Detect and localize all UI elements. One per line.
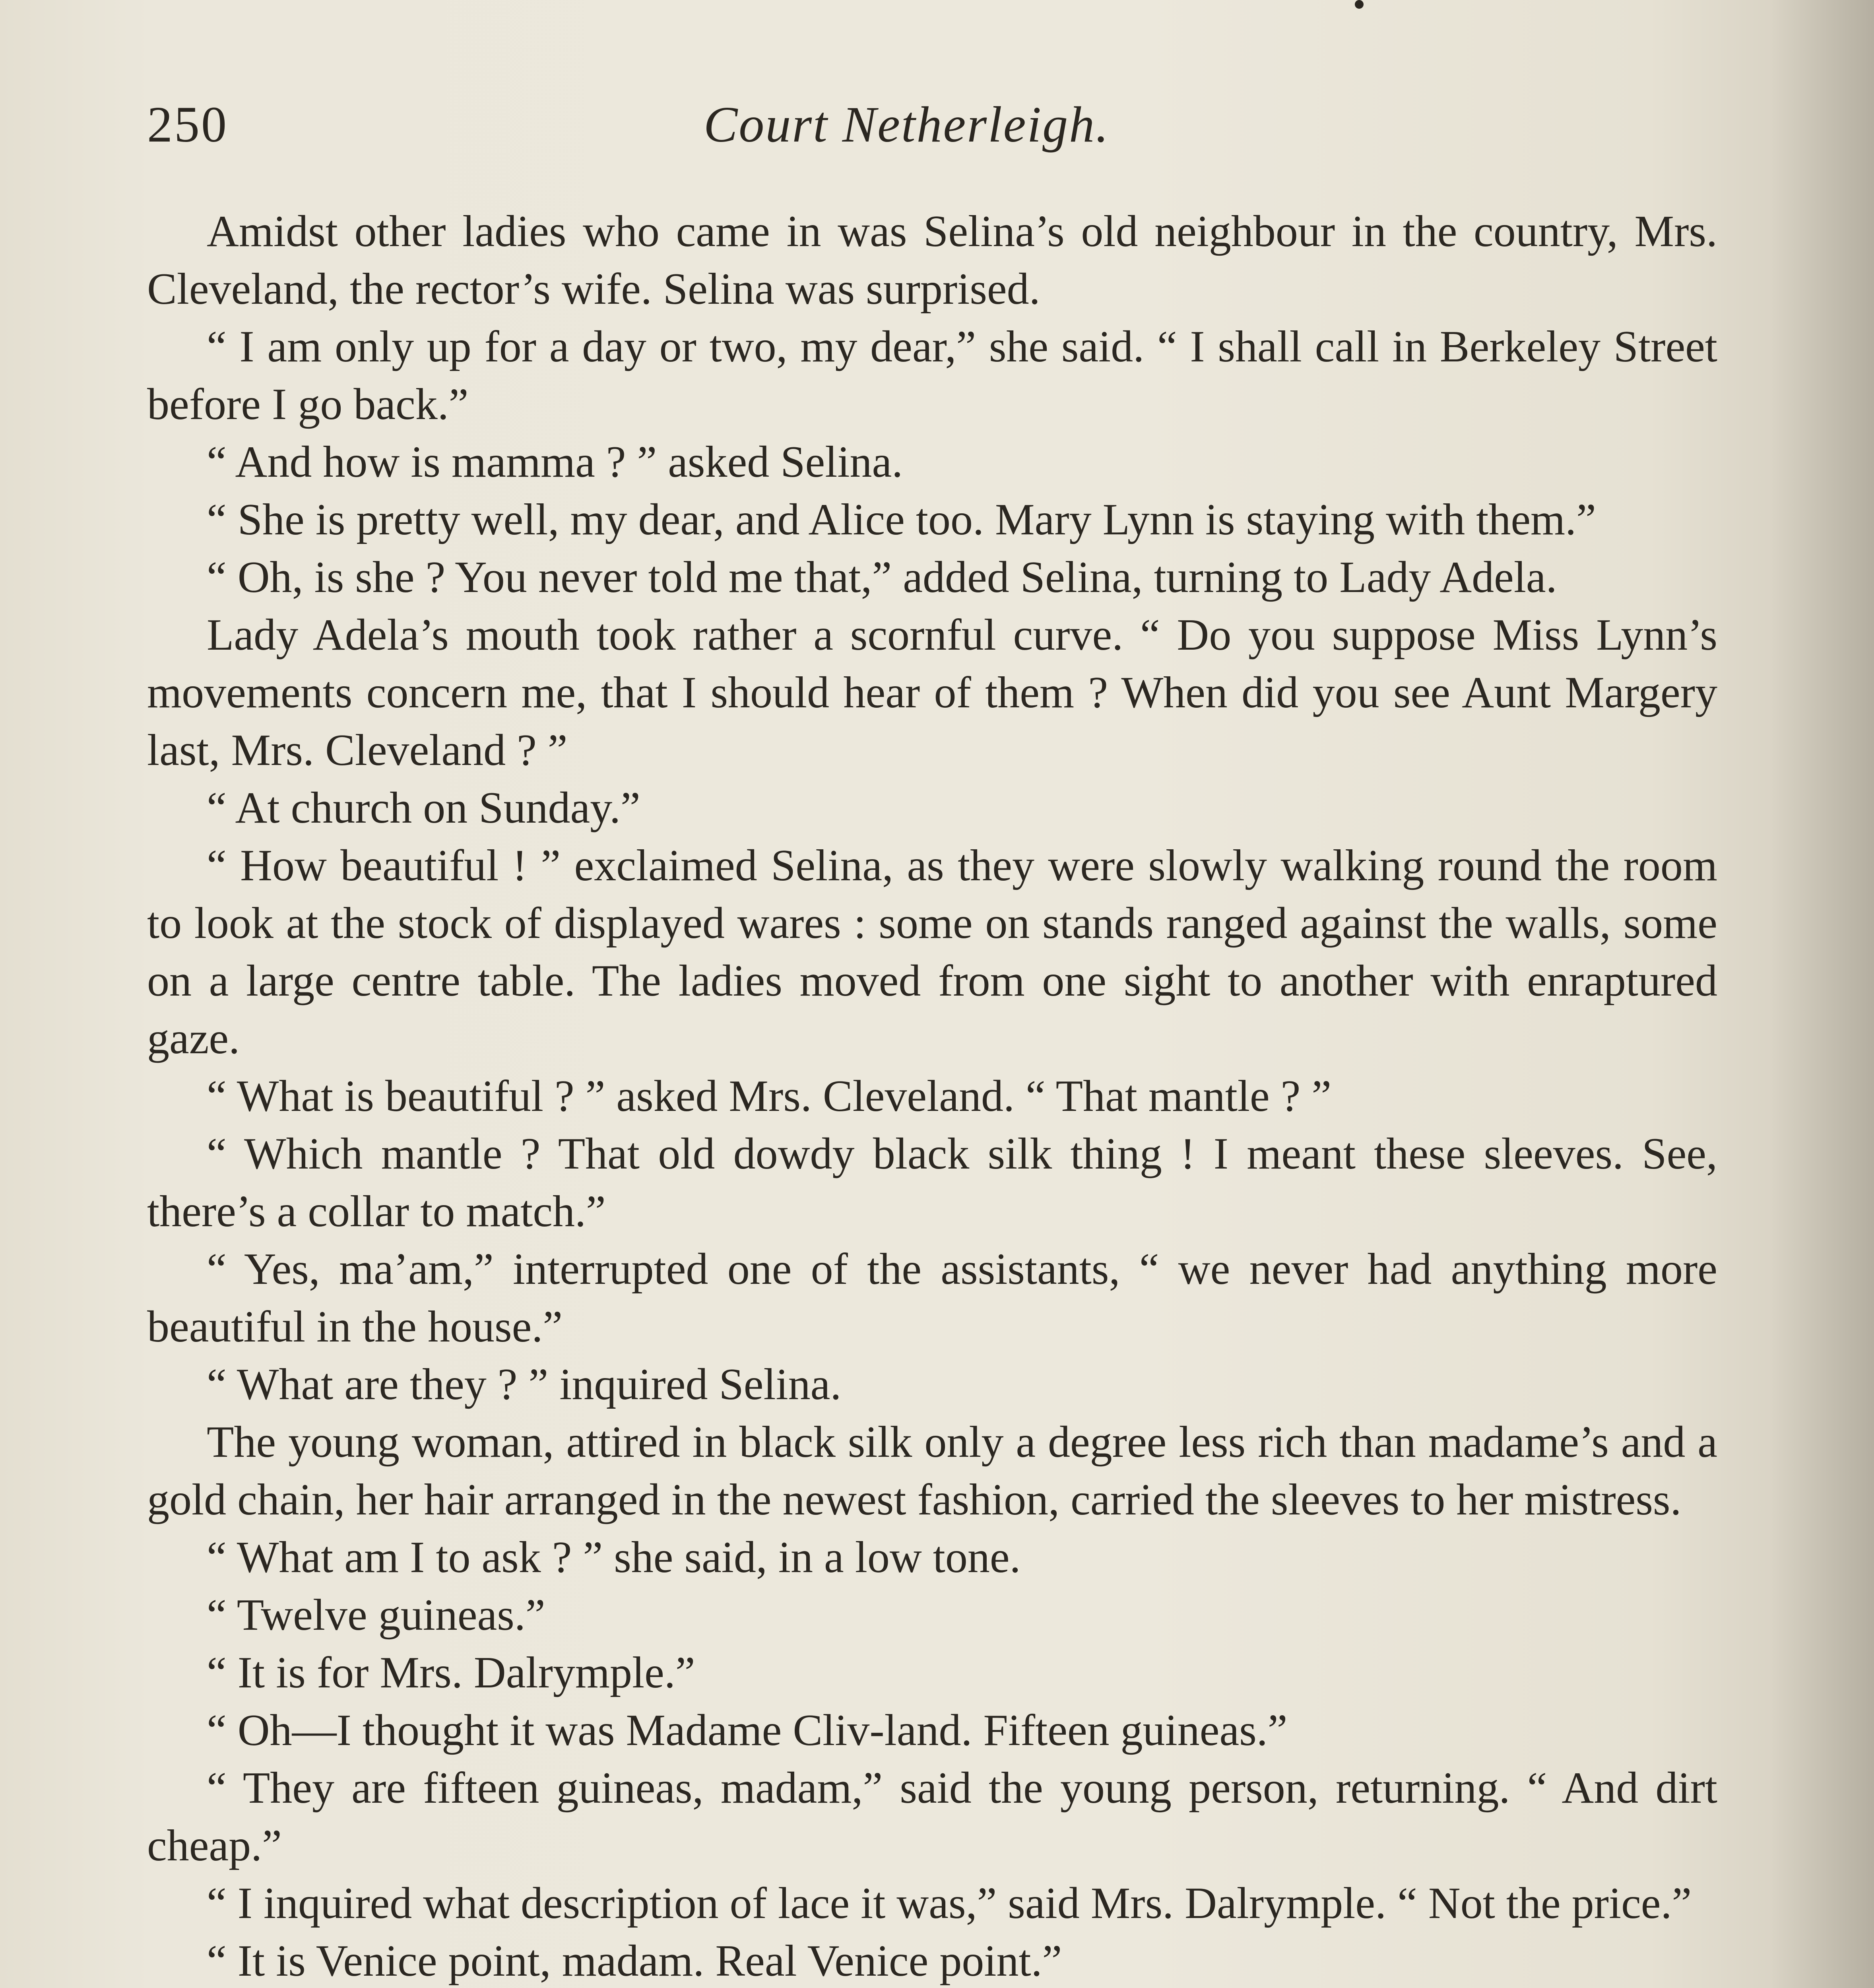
paragraph: “ It is Venice point, madam. Real Venice point.”	[207, 1936, 1062, 1986]
paragraph: “ At church on Sunday.”	[207, 783, 640, 833]
paragraph: “ Oh, is she ? You never told me that,” added Selina, turning to Lady Adela.	[207, 553, 1557, 602]
paragraph: “ Which mantle ? That old dowdy black silk thing ! I meant these sleeves. See, there’s a collar to match.”	[147, 1129, 1717, 1236]
running-title: Court Netherleigh.	[704, 96, 1110, 153]
paragraph: The young woman, attired in black silk only a degree less rich than madame’s and a gold chain, her hair arranged in the newest fashion, carried the sleeves to her mistress.	[147, 1417, 1717, 1524]
paragraph: “ Twelve guineas.”	[207, 1590, 545, 1640]
paragraph: “ What is beautiful ? ” asked Mrs. Cleveland. “ That mantle ? ”	[207, 1072, 1332, 1121]
paragraph: “ What am I to ask ? ” she said, in a low tone.	[207, 1533, 1021, 1582]
body-text	[147, 203, 1717, 1988]
paragraph: “ What are they ? ” inquired Selina.	[207, 1360, 842, 1409]
paragraph: “ I am only up for a day or two, my dear,” she said. “ I shall call in Berkeley Street before I go back.”	[147, 322, 1717, 429]
paragraph: “ It is for Mrs. Dalrymple.”	[207, 1648, 695, 1697]
paragraph: “ I inquired what description of lace it was,” said Mrs. Dalrymple. “ Not the price.”	[207, 1879, 1692, 1928]
paragraph: “ She is pretty well, my dear, and Alice too. Mary Lynn is staying with them.”	[207, 495, 1596, 544]
ink-dot	[1355, 0, 1364, 9]
page-header	[147, 95, 1717, 167]
paragraph: Lady Adela’s mouth took rather a scornful curve. “ Do you suppose Miss Lynn’s movements concern me, that I should hear of them ? When did you see Aunt Margery last, Mrs. Cleveland ? ”	[147, 610, 1717, 775]
paragraph: Amidst other ladies who came in was Selina’s old neighbour in the country, Mrs. Cleveland, the rector’s wife. Selina was surprised.	[147, 207, 1717, 314]
paragraph: “ And how is mamma ? ” asked Selina.	[207, 437, 903, 487]
paragraph: “ Yes, ma’am,” interrupted one of the assistants, “ we never had anything more beautiful in the house.”	[147, 1244, 1717, 1351]
page-number: 250	[147, 96, 228, 153]
paragraph: “ They are fifteen guineas, madam,” said the young person, returning. “ And dirt cheap.”	[147, 1763, 1717, 1870]
paragraph: “ Oh—I thought it was Madame Cliv-land. Fifteen guineas.”	[207, 1706, 1288, 1755]
page-edge-shadow	[1771, 0, 1874, 1988]
paragraph: “ How beautiful ! ” exclaimed Selina, as they were slowly walking round the room to look at the stock of displayed wares : some on stands ranged against the walls, some on a large centre table. The ladies moved from one sight to another with enraptured gaze.	[147, 841, 1717, 1063]
